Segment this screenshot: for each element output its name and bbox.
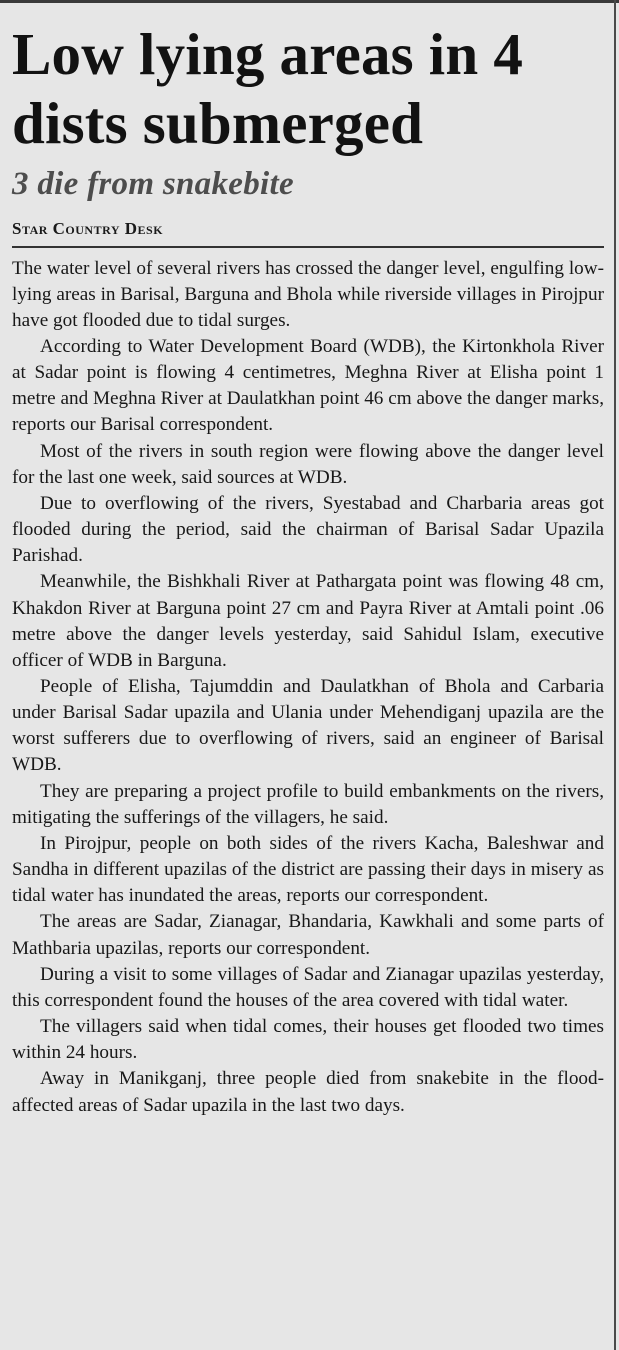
paragraph: The villagers said when tidal comes, their houses get flooded two times within 24 hours. xyxy=(12,1016,604,1064)
top-border-rule xyxy=(0,0,619,3)
paragraph: Away in Manikganj, three people died from snakebite in the flood-affected areas of Sadar upazila in the last two days. xyxy=(12,1068,604,1116)
byline: Star Country Desk xyxy=(12,219,164,238)
paragraph: The water level of several rivers has crossed the danger level, engulfing low-lying areas in Barisal, Barguna and Bhola while riverside villages in Pirojpur have got flooded due to tidal surges. xyxy=(12,257,604,331)
news-article xyxy=(12,20,604,1119)
subheadline: 3 die from snakebite xyxy=(12,166,294,202)
paragraph: According to Water Development Board (WDB), the Kirtonkhola River at Sadar point is flowing 4 centimetres, Meghna River at Elisha point 1 metre and Meghna River at Daulatkhan point 46 cm above the danger marks, reports our Barisal correspondent. xyxy=(12,335,604,436)
paragraph: Due to overflowing of the rivers, Syestabad and Charbaria areas got flooded during the period, said the chairman of Barisal Sadar Upazila Parishad. xyxy=(12,492,604,567)
article-body xyxy=(12,256,604,1119)
paragraph: Most of the rivers in south region were flowing above the danger level for the last one week, said sources at WDB. xyxy=(12,440,604,488)
paragraph: People of Elisha, Tajumddin and Daulatkhan of Bhola and Carbaria under Barisal Sadar upazila and Ulania under Mehendiganj upazila are the worst sufferers due to overflowing of rivers, said an engineer of Barisal WDB. xyxy=(12,676,604,776)
paragraph: During a visit to some villages of Sadar and Zianagar upazilas yesterday, this correspondent found the houses of the area covered with tidal water. xyxy=(12,963,604,1011)
headline: Low lying areas in 4 dists submerged xyxy=(12,21,524,156)
paragraph: Meanwhile, the Bishkhali River at Pathargata point was flowing 48 cm, Khakdon River at Barguna point 27 cm and Payra River at Amtali point .06 metre above the danger levels yesterday, said Sahidul Islam, executive officer of WDB in Barguna. xyxy=(12,571,604,671)
paragraph: The areas are Sadar, Zianagar, Bhandaria, Kawkhali and some parts of Mathbaria upazilas, reports our correspondent. xyxy=(12,911,604,959)
paragraph: They are preparing a project profile to build embankments on the rivers, mitigating the sufferings of the villagers, he said. xyxy=(12,780,604,828)
paragraph: In Pirojpur, people on both sides of the rivers Kacha, Baleshwar and Sandha in different upazilas of the district are passing their days in misery as tidal water has inundated the areas, reports our correspondent. xyxy=(12,832,604,907)
right-column-rule xyxy=(614,0,616,1350)
byline-divider xyxy=(12,246,604,248)
